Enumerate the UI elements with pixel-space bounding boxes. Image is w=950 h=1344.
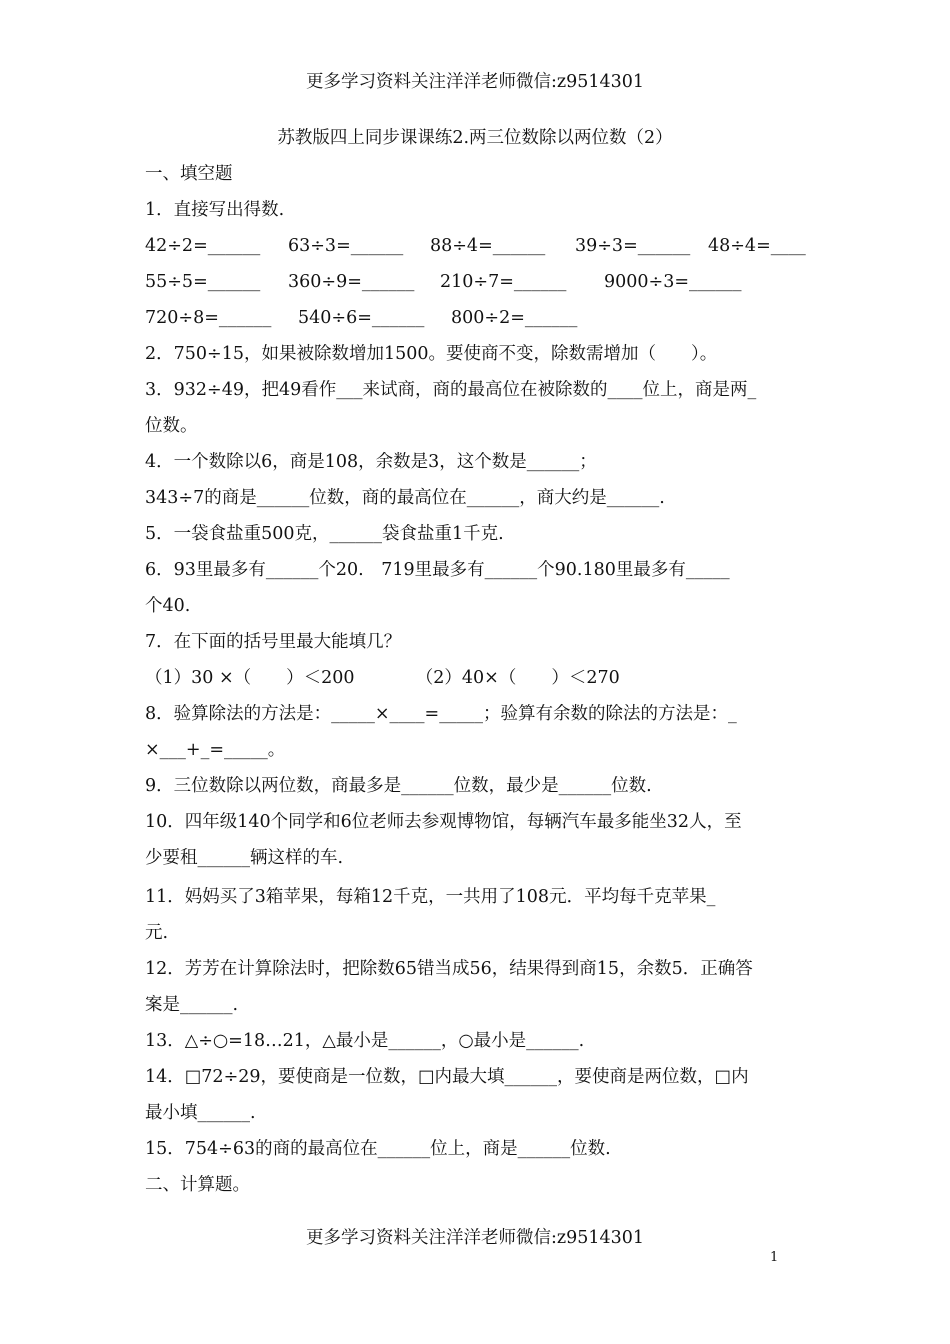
q1-item: 720÷8=______ xyxy=(145,308,272,328)
page-footer: 更多学习资料关注洋洋老师微信:z9514301 xyxy=(305,1228,645,1248)
q1-item: 210÷7=______ xyxy=(440,272,567,292)
q1-prompt: 1．直接写出得数. xyxy=(145,200,285,220)
q13: 13．△÷○=18…21，△最小是______，○最小是______. xyxy=(145,1031,585,1051)
q1-item: 88÷4=______ xyxy=(430,236,546,256)
q1-item: 800÷2=______ xyxy=(451,308,578,328)
q1-row-2 xyxy=(145,270,742,294)
page-number: 1 xyxy=(770,1250,779,1265)
q4-line-2: 343÷7的商是______位数，商的最高位在______，商大约是______. xyxy=(145,488,665,508)
q1-row-3 xyxy=(145,306,578,330)
q3-line-2: 位数。 xyxy=(145,416,198,436)
q7-items: （1）30 ×（ ）＜200 （2）40×（ ）＜270 xyxy=(145,668,620,688)
q14-line-1: 14．□72÷29，要使商是一位数，□内最大填______，要使商是两位数，□内 xyxy=(145,1067,749,1087)
q1-item: 360÷9=______ xyxy=(288,272,415,292)
q4-line-1: 4．一个数除以6，商是108，余数是3，这个数是______； xyxy=(145,452,597,472)
q12-line-1: 12．芳芳在计算除法时，把除数65错当成56，结果得到商15，余数5．正确答 xyxy=(145,959,753,979)
q3-line-1: 3．932÷49，把49看作___来试商，商的最高位在被除数的____位上，商是两_ xyxy=(145,380,757,400)
q2: 2．750÷15，如果被除数增加1500。要使商不变，除数需增加（ ）。 xyxy=(145,344,718,364)
q1-row-1 xyxy=(145,234,806,258)
q8-line-1: 8．验算除法的方法是：_____×____=_____；验算有余数的除法的方法是：_ xyxy=(145,704,737,724)
worksheet-title: 苏教版四上同步课课练2.两三位数除以两位数（2） xyxy=(277,128,673,148)
section-fill-in-heading: 一、填空题 xyxy=(145,164,233,184)
q1-item: 39÷3=______ xyxy=(575,236,691,256)
q6-line-2: 个40. xyxy=(145,596,191,616)
q1-item: 42÷2=______ xyxy=(145,236,261,256)
q5: 5．一袋食盐重500克，______袋食盐重1千克. xyxy=(145,524,504,544)
q15: 15．754÷63的商的最高位在______位上，商是______位数. xyxy=(145,1139,611,1159)
q6-line-1: 6．93里最多有______个20. 719里最多有______个90.180里最多有_____ xyxy=(145,560,730,580)
q10-line-1: 10．四年级140个同学和6位老师去参观博物馆，每辆汽车最多能坐32人，至 xyxy=(145,812,742,832)
q10-line-2: 少要租______辆这样的车. xyxy=(145,848,344,868)
q7-prompt: 7．在下面的括号里最大能填几？ xyxy=(145,632,402,652)
q1-item: 63÷3=______ xyxy=(288,236,404,256)
q1-item: 9000÷3=______ xyxy=(604,272,742,292)
q11-line-2: 元. xyxy=(145,923,169,943)
q12-line-2: 案是______. xyxy=(145,995,239,1015)
page-header: 更多学习资料关注洋洋老师微信:z9514301 xyxy=(305,72,645,92)
q9: 9．三位数除以两位数，商最多是______位数，最少是______位数. xyxy=(145,776,652,796)
section-calculation-heading: 二、计算题。 xyxy=(145,1175,250,1195)
q8-line-2: ×___+_=_____。 xyxy=(145,740,286,760)
q11-line-1: 11．妈妈买了3箱苹果，每箱12千克，一共用了108元．平均每千克苹果_ xyxy=(145,887,716,907)
q1-item: 48÷4=____ xyxy=(708,236,806,256)
q1-item: 55÷5=______ xyxy=(145,272,261,292)
q14-line-2: 最小填______. xyxy=(145,1103,256,1123)
q1-item: 540÷6=______ xyxy=(298,308,425,328)
